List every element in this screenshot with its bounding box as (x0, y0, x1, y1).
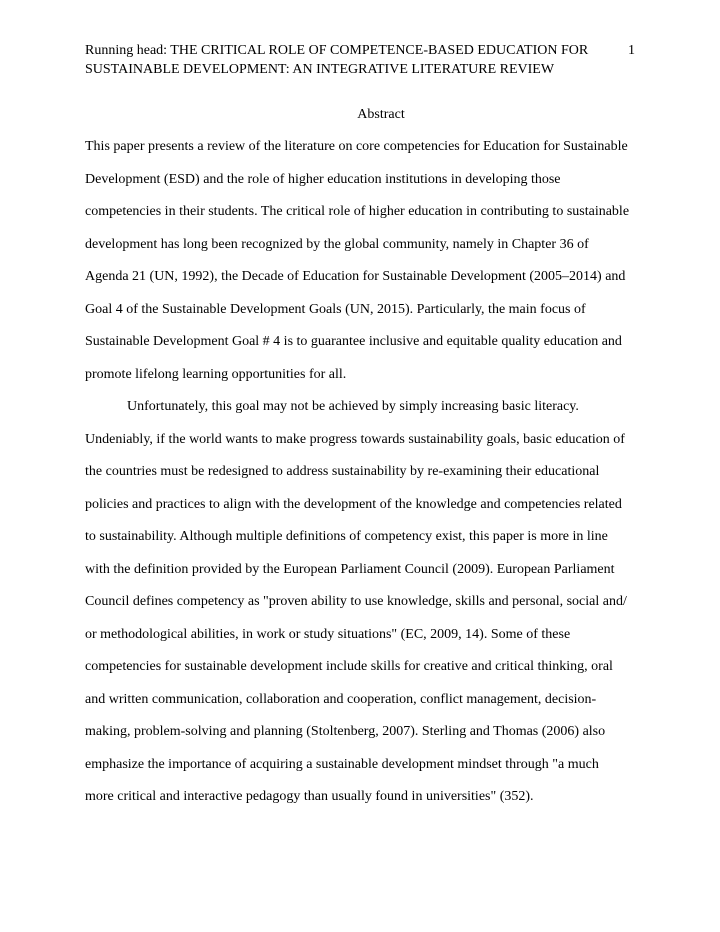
body-line: Sustainable Development Goal # 4 is to guarantee inclusive and equitable quality education and (85, 334, 622, 349)
paragraph-first-line: Unfortunately, this goal may not be achieved by simply increasing basic literacy. (127, 399, 579, 414)
body-line: and written communication, collaboration and cooperation, conflict management, decision- (85, 691, 597, 707)
body-line: This paper presents a review of the literature on core competencies for Education for Sustainable (85, 139, 628, 154)
body-line: Development (ESD) and the role of higher education institutions in developing those (85, 171, 561, 187)
body-line: emphasize the importance of acquiring a sustainable development mindset through "a much (85, 756, 599, 772)
body-line: Agenda 21 (UN, 1992), the Decade of Education for Sustainable Development (2005–2014) and (85, 269, 626, 284)
abstract-body (85, 131, 641, 814)
page-number: 1 (628, 43, 635, 58)
body-line: the countries must be redesigned to address sustainability by re-examining their educational (85, 464, 600, 479)
body-line: Goal 4 of the Sustainable Development Goals (UN, 2015). Particularly, the main focus of (85, 301, 586, 317)
running-head-line-2: SUSTAINABLE DEVELOPMENT: AN INTEGRATIVE LITERATURE REVIEW (85, 62, 555, 77)
body-line: Undeniably, if the world wants to make progress towards sustainability goals, basic education of (85, 431, 625, 447)
body-line: making, problem-solving and planning (Stoltenberg, 2007). Sterling and Thomas (2006) also (85, 724, 606, 739)
body-line: with the definition provided by the European Parliament Council (2009). European Parliament (85, 561, 615, 577)
body-line: development has long been recognized by the global community, namely in Chapter 36 of (85, 236, 589, 252)
running-head (85, 41, 615, 79)
body-line: competencies for sustainable development include skills for creative and critical thinking, oral (85, 659, 613, 674)
body-line: Council defines competency as "proven ability to use knowledge, skills and personal, social and/ (85, 594, 627, 609)
body-line: to sustainability. Although multiple definitions of competency exist, this paper is more in line (85, 529, 608, 544)
body-line: competencies in their students. The critical role of higher education in contributing to sustainable (85, 204, 630, 219)
body-line: policies and practices to align with the development of the knowledge and competencies related (85, 496, 622, 512)
body-line: or methodological abilities, in work or study situations" (EC, 2009, 14). Some of these (85, 626, 571, 642)
body-line: promote lifelong learning opportunities for all. (85, 366, 347, 382)
body-line: more critical and interactive pedagogy than usually found in universities" (352). (85, 789, 534, 804)
running-head-line-1: Running head: THE CRITICAL ROLE OF COMPETENCE-BASED EDUCATION FOR (85, 43, 589, 58)
abstract-heading: Abstract (357, 107, 405, 122)
